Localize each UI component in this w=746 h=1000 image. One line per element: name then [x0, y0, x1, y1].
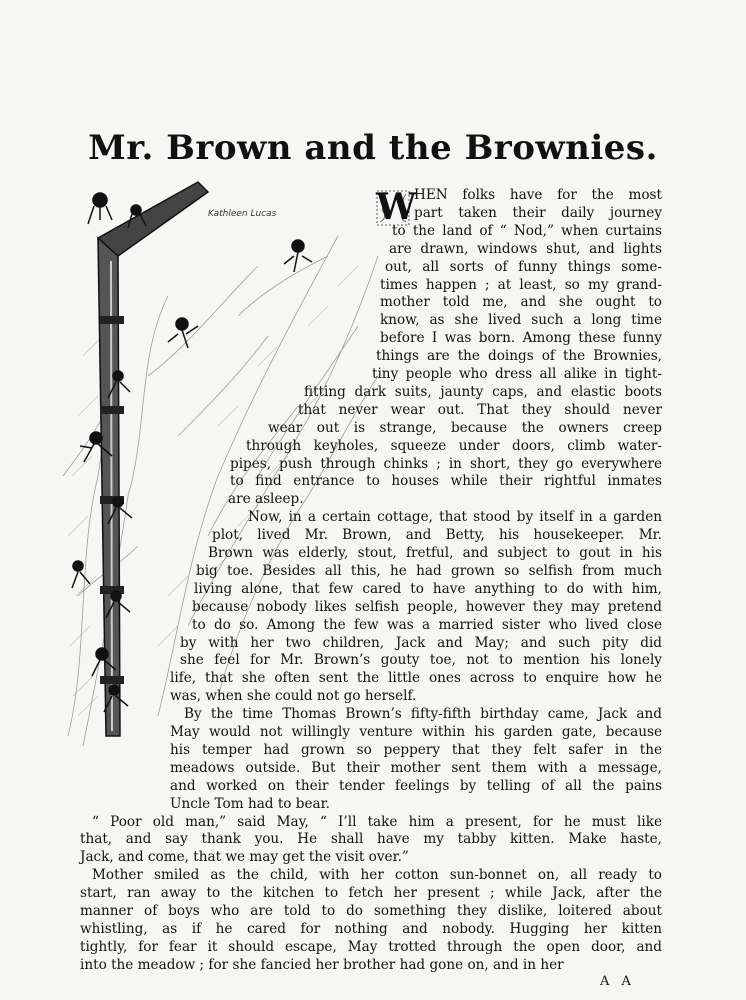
- drop-cap: W: [376, 186, 417, 228]
- text-line: mother told me, and she ought to: [380, 294, 662, 311]
- text-line: plot, lived Mr. Brown, and Betty, his housekeeper. Mr.: [212, 527, 662, 544]
- text-line: his temper had grown so peppery that they felt safer in the: [170, 741, 662, 758]
- text-line: because nobody likes selfish people, however they may pretend: [192, 598, 662, 615]
- text-line: HEN folks have for the most: [414, 187, 662, 203]
- text-line: part taken their daily journey: [414, 204, 662, 221]
- text-line: know, as she lived such a long time: [380, 312, 662, 329]
- text-line: tightly, for fear it should escape, May trotted through the open door, and: [80, 938, 662, 955]
- page-title: Mr. Brown and the Brownies.: [88, 128, 658, 168]
- text-line: Mother smiled as the child, with her cotton sun-bonnet on, all ready to: [92, 867, 662, 884]
- text-line: pipes, push through chinks ; in short, they go everywhere: [230, 455, 662, 472]
- text-line: and worked on their tender feelings by telling of all the pains: [170, 777, 662, 794]
- text-line: times happen ; at least, so my grand-: [380, 276, 662, 293]
- text-line: by with her two children, Jack and May; and such pity did: [180, 634, 662, 651]
- text-line: are drawn, windows shut, and lights: [389, 240, 662, 257]
- text-line: living alone, that few cared to have anything to do with him,: [194, 580, 662, 597]
- text-line: to the land of “ Nod,” when curtains: [392, 222, 662, 239]
- text-line: to find entrance to houses while their rightful inmates: [230, 473, 662, 490]
- text-line: By the time Thomas Brown’s fifty-fifth birthday came, Jack and: [184, 706, 662, 723]
- text-line: into the meadow ; for she fancied her brother had gone on, and in her: [80, 956, 564, 973]
- text-line: she feel for Mr. Brown’s gouty toe, not to mention his lonely: [180, 652, 662, 669]
- text-line: whistling, as if he cared for nothing and nobody. Hugging her kitten: [80, 920, 662, 937]
- text-line: before I was born. Among these funny: [380, 330, 662, 347]
- text-line: start, ran away to the kitchen to fetch her present ; while Jack, after the: [80, 885, 662, 902]
- text-line: Uncle Tom had to bear.: [170, 795, 330, 812]
- text-line: Jack, and come, that we may get the visit over.”: [80, 849, 409, 866]
- text-line: big toe. Besides all this, he had grown so selfish from much: [196, 562, 662, 579]
- text-line: fitting dark suits, jaunty caps, and elastic boots: [304, 383, 662, 400]
- text-line: manner of boys who are told to do something they dislike, loitered about: [80, 903, 662, 919]
- text-line: May would not willingly venture within his garden gate, because: [170, 724, 662, 740]
- text-line: Brown was elderly, stout, fretful, and subject to gout in his: [208, 545, 662, 561]
- signature-mark: A A: [600, 973, 635, 989]
- text-line: that never wear out. That they should never: [298, 401, 662, 418]
- text-line: Now, in a certain cottage, that stood by itself in a garden: [248, 509, 662, 526]
- text-line: tiny people who dress all alike in tight-: [372, 366, 662, 382]
- text-line: to do so. Among the few was a married sister who lived close: [192, 616, 662, 633]
- artist-signature: Kathleen Lucas: [208, 209, 277, 219]
- text-line: things are the doings of the Brownies,: [376, 348, 662, 365]
- text-line: was, when she could not go herself.: [170, 688, 417, 705]
- text-line: out, all sorts of funny things some-: [385, 258, 662, 275]
- text-line: are asleep.: [228, 491, 304, 508]
- text-line: through keyholes, squeeze under doors, climb water-: [246, 437, 662, 454]
- text-line: “ Poor old man,” said May, “ I’ll take him a present, for he must like: [92, 813, 662, 830]
- text-line: meadows outside. But their mother sent them with a message,: [170, 759, 662, 776]
- text-line: wear out is strange, because the owners creep: [268, 419, 662, 436]
- text-line: life, that she often sent the little ones across to enquire how he: [170, 670, 662, 687]
- text-line: that, and say thank you. He shall have my tabby kitten. Make haste,: [80, 831, 662, 848]
